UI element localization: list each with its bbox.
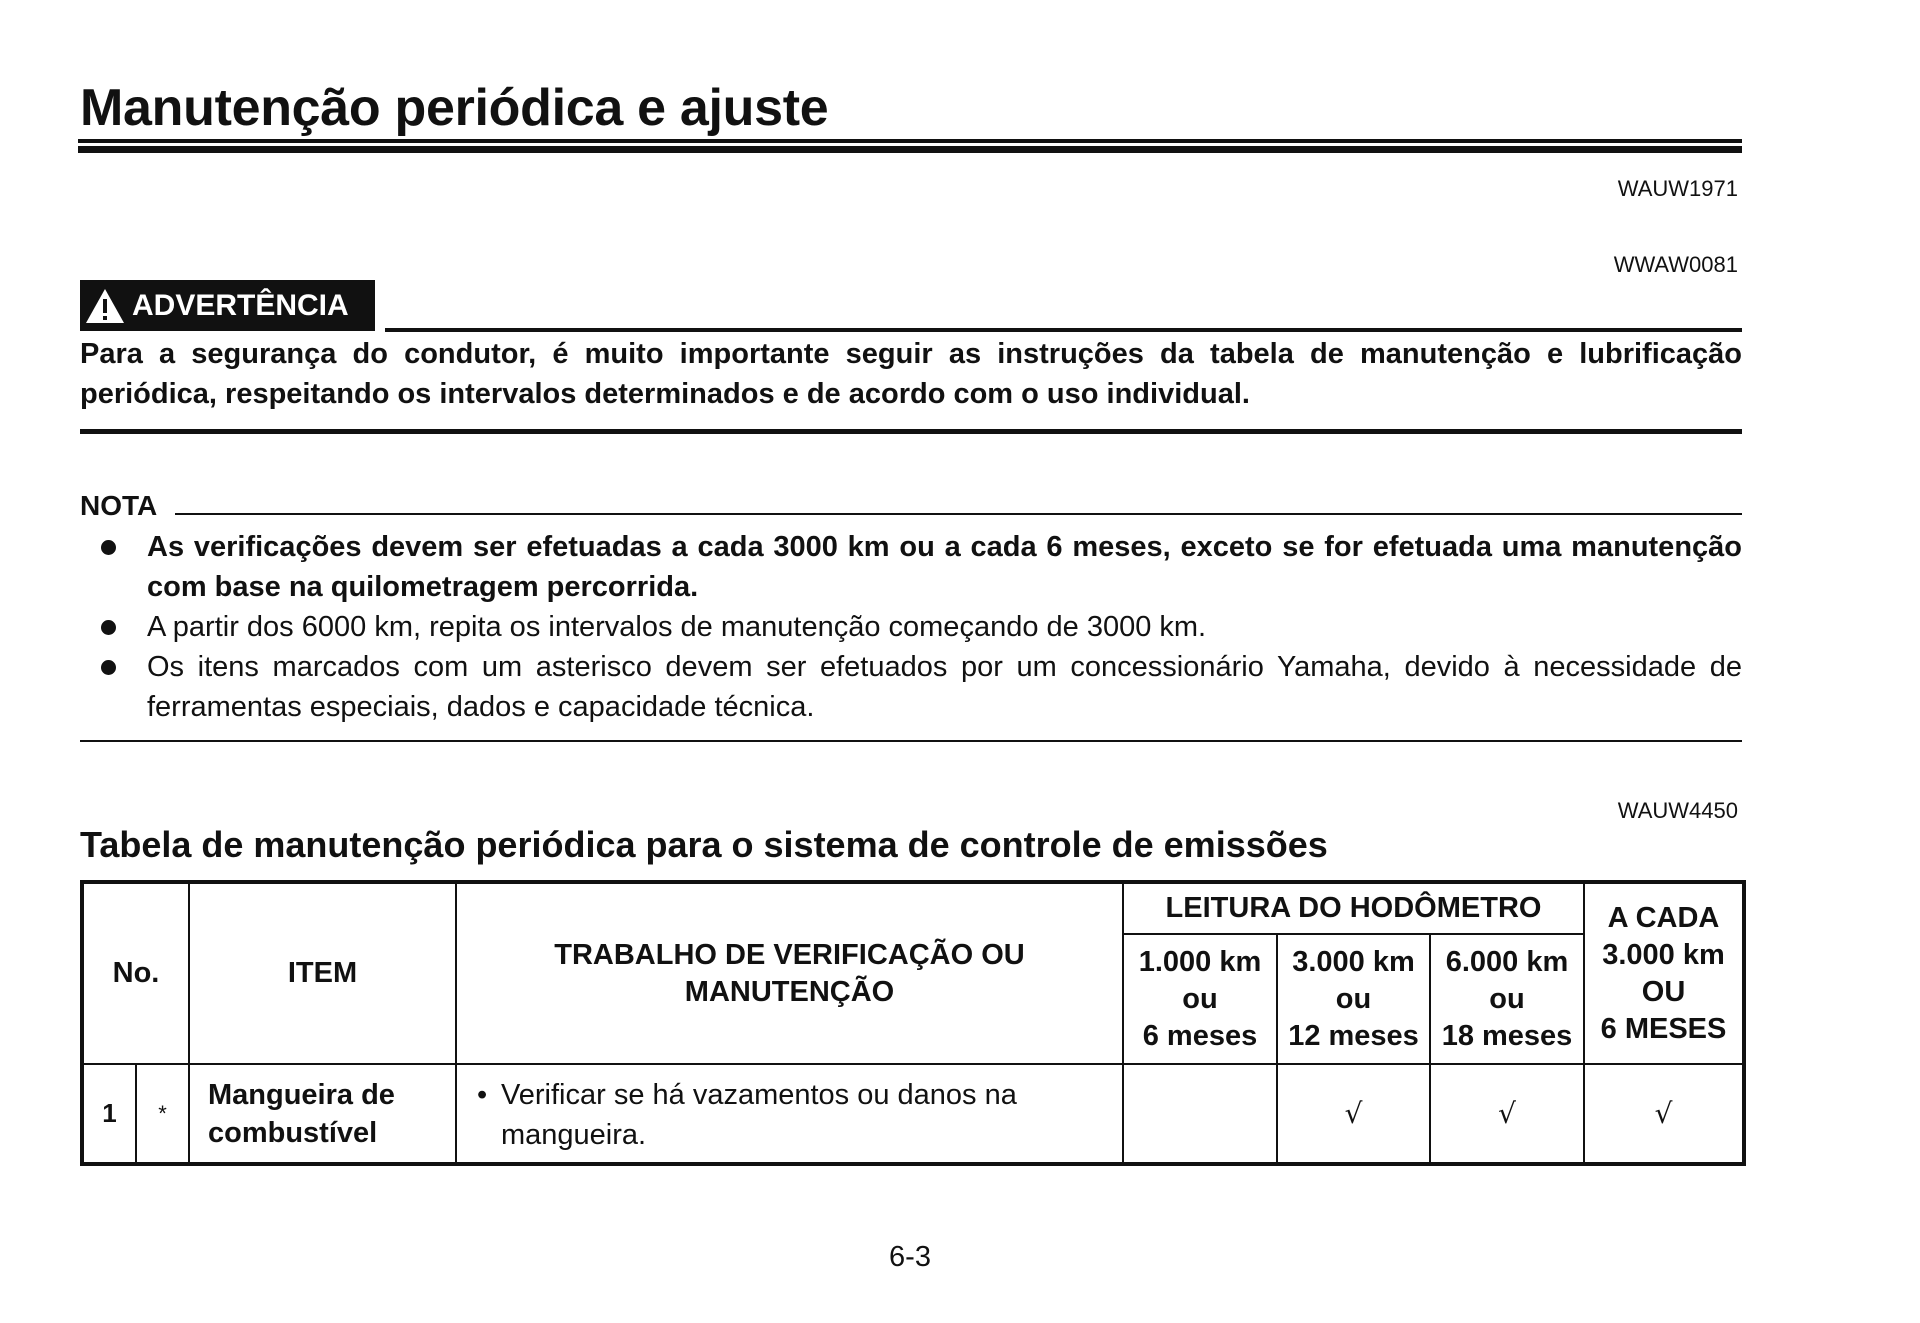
code-table: WAUW4450 — [1617, 798, 1738, 823]
title-rule — [78, 139, 1742, 143]
row-item-line2: combustível — [208, 1116, 378, 1149]
header-no: No. — [82, 882, 189, 1064]
code-top: WAUW1971 — [1617, 176, 1738, 201]
row-asterisk: * — [136, 1064, 189, 1164]
check-every: √ — [1584, 1064, 1744, 1164]
note-item-text: Os itens marcados com um asterisco devem ser efetuados por um concessionário Yamaha, devido à necessidade de ferramentas especiais, dados e capacidade técnica. — [147, 651, 1742, 723]
row-work — [456, 1064, 1123, 1164]
header-item: ITEM — [189, 882, 456, 1064]
note-list — [80, 527, 1742, 727]
header-every-line1: A CADA — [1607, 901, 1720, 934]
warning-text: Para a segurança do condutor, é muito importante seguir as instruções da tabela de manutenção e lubrificação periódica, respeitando os intervalos determinados e de acordo com o uso individual. — [80, 338, 1742, 410]
note-item — [80, 607, 1742, 647]
warning-badge — [80, 280, 375, 331]
note-label: NOTA — [80, 490, 158, 521]
table-title: Tabela de manutenção periódica para o sistema de controle de emissões — [80, 824, 1328, 865]
header-interval-2 — [1277, 934, 1430, 1064]
note-item — [80, 647, 1742, 727]
warning-label: ADVERTÊNCIA — [132, 288, 349, 322]
header-interval-1 — [1123, 934, 1277, 1064]
header-interval-1-time: 6 meses — [1142, 1019, 1258, 1052]
header-interval-2-km: 3.000 km — [1292, 945, 1415, 978]
header-work — [456, 882, 1123, 1064]
bullet-icon — [101, 540, 116, 555]
header-every-line4: 6 MESES — [1600, 1012, 1727, 1045]
note-bottom-rule — [80, 740, 1742, 742]
bullet-icon — [101, 660, 116, 675]
row-item — [189, 1064, 456, 1164]
warning-rule — [385, 328, 1742, 332]
header-every — [1584, 882, 1744, 1064]
code-warning: WWAW0081 — [1613, 252, 1738, 277]
header-work-text: TRABALHO DE VERIFICAÇÃO OU MANUTENÇÃO — [554, 938, 1025, 1008]
header-interval-2-time: 12 meses — [1288, 1019, 1419, 1052]
page-title: Manutenção periódica e ajuste — [80, 79, 829, 137]
table-row — [82, 1064, 1744, 1164]
page-number: 6-3 — [889, 1241, 931, 1273]
header-interval-3-km: 6.000 km — [1445, 945, 1569, 978]
header-interval-3-or: ou — [1489, 982, 1525, 1015]
bullet-icon — [101, 620, 116, 635]
maintenance-table — [80, 880, 1746, 1166]
header-interval-3 — [1430, 934, 1584, 1064]
row-number: 1 — [82, 1064, 136, 1164]
check-interval-2: √ — [1277, 1064, 1430, 1164]
title-rule-thick — [78, 146, 1742, 153]
header-interval-2-or: ou — [1335, 982, 1372, 1015]
header-interval-3-time: 18 meses — [1441, 1019, 1573, 1052]
header-every-line2: 3.000 km — [1602, 938, 1725, 971]
header-interval-1-or: ou — [1182, 982, 1218, 1015]
row-work-line2: mangueira. — [501, 1118, 647, 1151]
row-work-bullet: • — [477, 1078, 488, 1111]
note-item-text: As verificações devem ser efetuadas a cada 3000 km ou a cada 6 meses, exceto se for efetuada uma manutenção com base na quilometragem percorrida. — [147, 531, 1742, 603]
header-every-line3: OU — [1641, 975, 1686, 1008]
header-odometer: LEITURA DO HODÔMETRO — [1123, 882, 1584, 934]
note-item-text: A partir dos 6000 km, repita os intervalos de manutenção começando de 3000 km. — [147, 611, 1207, 643]
row-work-line1: Verificar se há vazamentos ou danos na — [501, 1078, 1017, 1111]
warning-bottom-rule — [80, 429, 1742, 434]
note-rule — [175, 513, 1742, 515]
note-item — [80, 527, 1742, 607]
check-interval-1 — [1123, 1064, 1277, 1164]
row-item-line1: Mangueira de — [208, 1078, 395, 1111]
warning-triangle-icon — [80, 280, 130, 331]
check-interval-3: √ — [1430, 1064, 1584, 1164]
header-interval-1-km: 1.000 km — [1138, 945, 1262, 978]
